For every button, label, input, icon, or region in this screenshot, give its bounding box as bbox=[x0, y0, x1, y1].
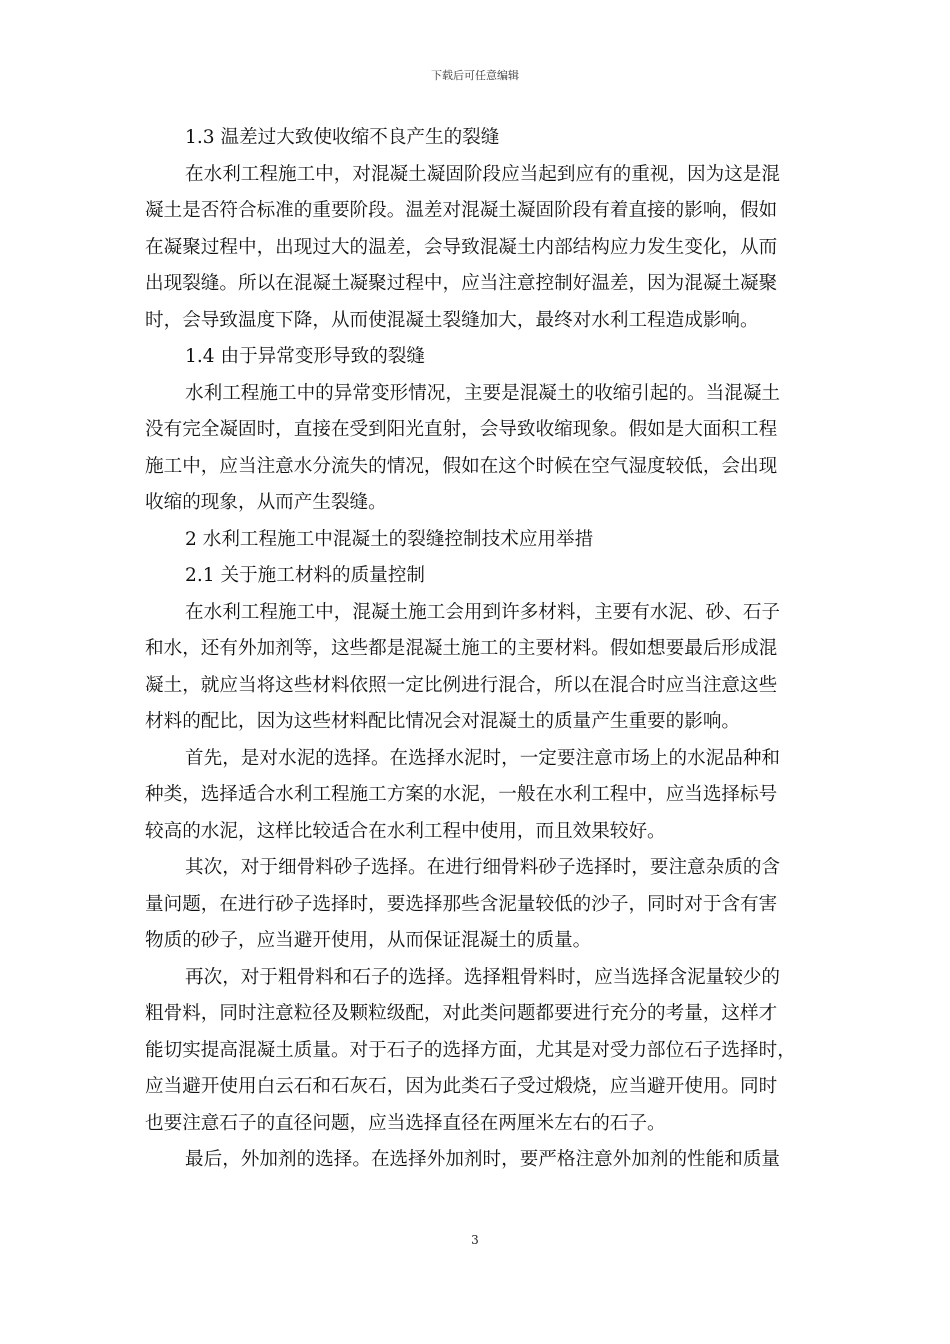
paragraph-line: 较高的水泥，这样比较适合在水利工程中使用，而且效果较好。 bbox=[145, 820, 666, 842]
paragraph-line: 凝土，就应当将这些材料依照一定比例进行混合，所以在混合时应当注意这些 bbox=[145, 674, 778, 696]
paragraph-line: 其次，对于细骨料砂子选择。在进行细骨料砂子选择时，要注意杂质的含 bbox=[185, 857, 781, 878]
paragraph-line: 出现裂缝。所以在混凝土凝聚过程中，应当注意控制好温差，因为混凝土凝聚 bbox=[145, 273, 778, 294]
paragraph-line: 再次，对于粗骨料和石子的选择。选择粗骨料时，应当选择含泥量较少的 bbox=[185, 966, 781, 988]
paragraph-line: 也要注意石子的直径问题，应当选择直径在两厘米左右的石子。 bbox=[145, 1112, 666, 1134]
page-header: 下载后可任意编辑 bbox=[431, 69, 519, 82]
paragraph-line: 在水利工程施工中，混凝土施工会用到许多材料，主要有水泥、砂、石子 bbox=[185, 601, 781, 623]
paragraph-line: 量问题，在进行砂子选择时，要选择那些含泥量较低的沙子，同时对于含有害 bbox=[145, 893, 778, 915]
paragraph-line: 没有完全凝固时，直接在受到阳光直射，会导致收缩现象。假如是大面积工程 bbox=[145, 419, 778, 440]
paragraph-line: 材料的配比，因为这些材料配比情况会对混凝土的质量产生重要的影响。 bbox=[145, 711, 741, 732]
paragraph-line: 物质的砂子，应当避开使用，从而保证混凝土的质量。 bbox=[145, 930, 592, 951]
page-number: 3 bbox=[471, 1233, 479, 1247]
paragraph-line: 粗骨料，同时注意粒径及颗粒级配，对此类问题都要进行充分的考量，这样才 bbox=[145, 1003, 778, 1024]
heading-1-4: 1.4 由于异常变形导致的裂缝 bbox=[185, 346, 426, 367]
paragraph-line: 凝土是否符合标准的重要阶段。温差对混凝土凝固阶段有着直接的影响，假如 bbox=[145, 200, 778, 221]
paragraph-line: 和水，还有外加剂等，这些都是混凝土施工的主要材料。假如想要最后形成混 bbox=[145, 638, 778, 659]
paragraph-line: 施工中，应当注意水分流失的情况，假如在这个时候在空气湿度较低，会出现 bbox=[145, 455, 778, 477]
paragraph-line: 时，会导致温度下降，从而使混凝土裂缝加大，最终对水利工程造成影响。 bbox=[145, 309, 759, 331]
heading-1-3: 1.3 温差过大致使收缩不良产生的裂缝 bbox=[185, 127, 500, 148]
paragraph-line: 收缩的现象，从而产生裂缝。 bbox=[145, 492, 387, 513]
paragraph-line: 种类，选择适合水利工程施工方案的水泥，一般在水利工程中，应当选择标号 bbox=[145, 784, 778, 805]
paragraph-line: 最后，外加剂的选择。在选择外加剂时，要严格注意外加剂的性能和质量 bbox=[185, 1149, 781, 1170]
heading-2: 2 水利工程施工中混凝土的裂缝控制技术应用举措 bbox=[185, 528, 594, 550]
paragraph-line: 水利工程施工中的异常变形情况，主要是混凝土的收缩引起的。当混凝土 bbox=[185, 382, 781, 404]
paragraph-line: 首先，是对水泥的选择。在选择水泥时，一定要注意市场上的水泥品种和 bbox=[185, 747, 781, 769]
document-body bbox=[145, 120, 811, 1179]
paragraph-line: 在凝聚过程中，出现过大的温差，会导致混凝土内部结构应力发生变化，从而 bbox=[145, 236, 778, 258]
paragraph-line: 应当避开使用白云石和石灰石，因为此类石子受过煅烧，应当避开使用。同时 bbox=[145, 1076, 778, 1097]
heading-2-1: 2.1 关于施工材料的质量控制 bbox=[185, 565, 426, 586]
paragraph-line: 能切实提高混凝土质量。对于石子的选择方面，尤其是对受力部位石子选择时， bbox=[145, 1039, 796, 1061]
paragraph-line: 在水利工程施工中，对混凝土凝固阶段应当起到应有的重视，因为这是混 bbox=[185, 163, 781, 185]
